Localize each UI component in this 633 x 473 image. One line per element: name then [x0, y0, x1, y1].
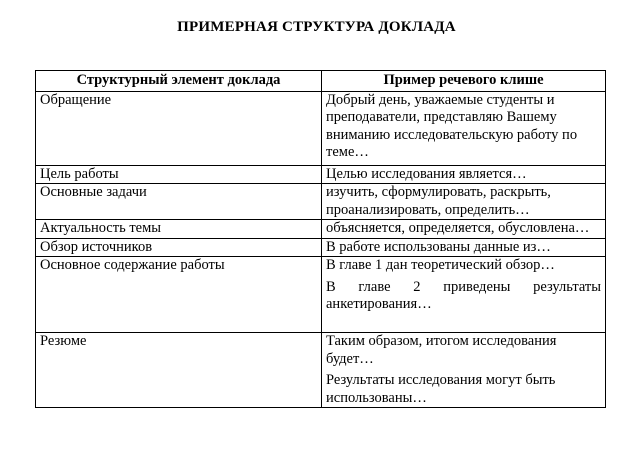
row-element-cell: Основные задачи: [36, 184, 322, 220]
table-row: [36, 165, 606, 184]
example-text: изучить, сформулировать, раскрыть, проанализировать, определить…: [326, 184, 551, 218]
column-header-example: Пример речевого клише: [322, 71, 606, 92]
example-text: объясняется, определяется, обусловлена…: [326, 220, 590, 236]
document-title: ПРИМЕРНАЯ СТРУКТУРА ДОКЛАДА: [177, 19, 456, 35]
example-text: Результаты исследования могут быть использованы…: [326, 372, 556, 406]
row-element-cell: Обзор источников: [36, 238, 322, 257]
row-element-cell: Резюме: [36, 333, 322, 408]
row-element-cell: Актуальность темы: [36, 220, 322, 239]
example-text: Добрый день, уважаемые студенты и преподаватели, представляю Вашему вниманию исследовательскую работу по теме…: [326, 91, 578, 160]
report-structure-table: [35, 70, 606, 408]
row-element-cell: Обращение: [36, 91, 322, 165]
row-example-cell: [322, 220, 606, 239]
row-element-cell: Основное содержание работы: [36, 257, 322, 333]
table-row: [36, 220, 606, 239]
row-example-cell: [322, 257, 606, 333]
row-example-cell: [322, 333, 606, 408]
table-row: [36, 91, 606, 165]
table-row: [36, 257, 606, 333]
row-example-cell: [322, 165, 606, 184]
row-example-cell: [322, 91, 606, 165]
row-element-cell: Цель работы: [36, 165, 322, 184]
table-row: [36, 184, 606, 220]
table-header-row: [36, 71, 606, 92]
table-row: [36, 333, 606, 408]
example-text: Таким образом, итогом исследования будет…: [326, 333, 557, 367]
table-row: [36, 238, 606, 257]
example-text: В главе 1 дан теоретический обзор…: [326, 257, 555, 273]
example-text: Целью исследования является…: [326, 165, 527, 182]
row-example-cell: [322, 184, 606, 220]
example-text: В работе использованы данные из…: [326, 238, 551, 255]
example-text: В главе 2 приведены результаты анкетирования…: [326, 278, 601, 312]
row-example-cell: [322, 238, 606, 257]
column-header-element: Структурный элемент доклада: [36, 71, 322, 92]
